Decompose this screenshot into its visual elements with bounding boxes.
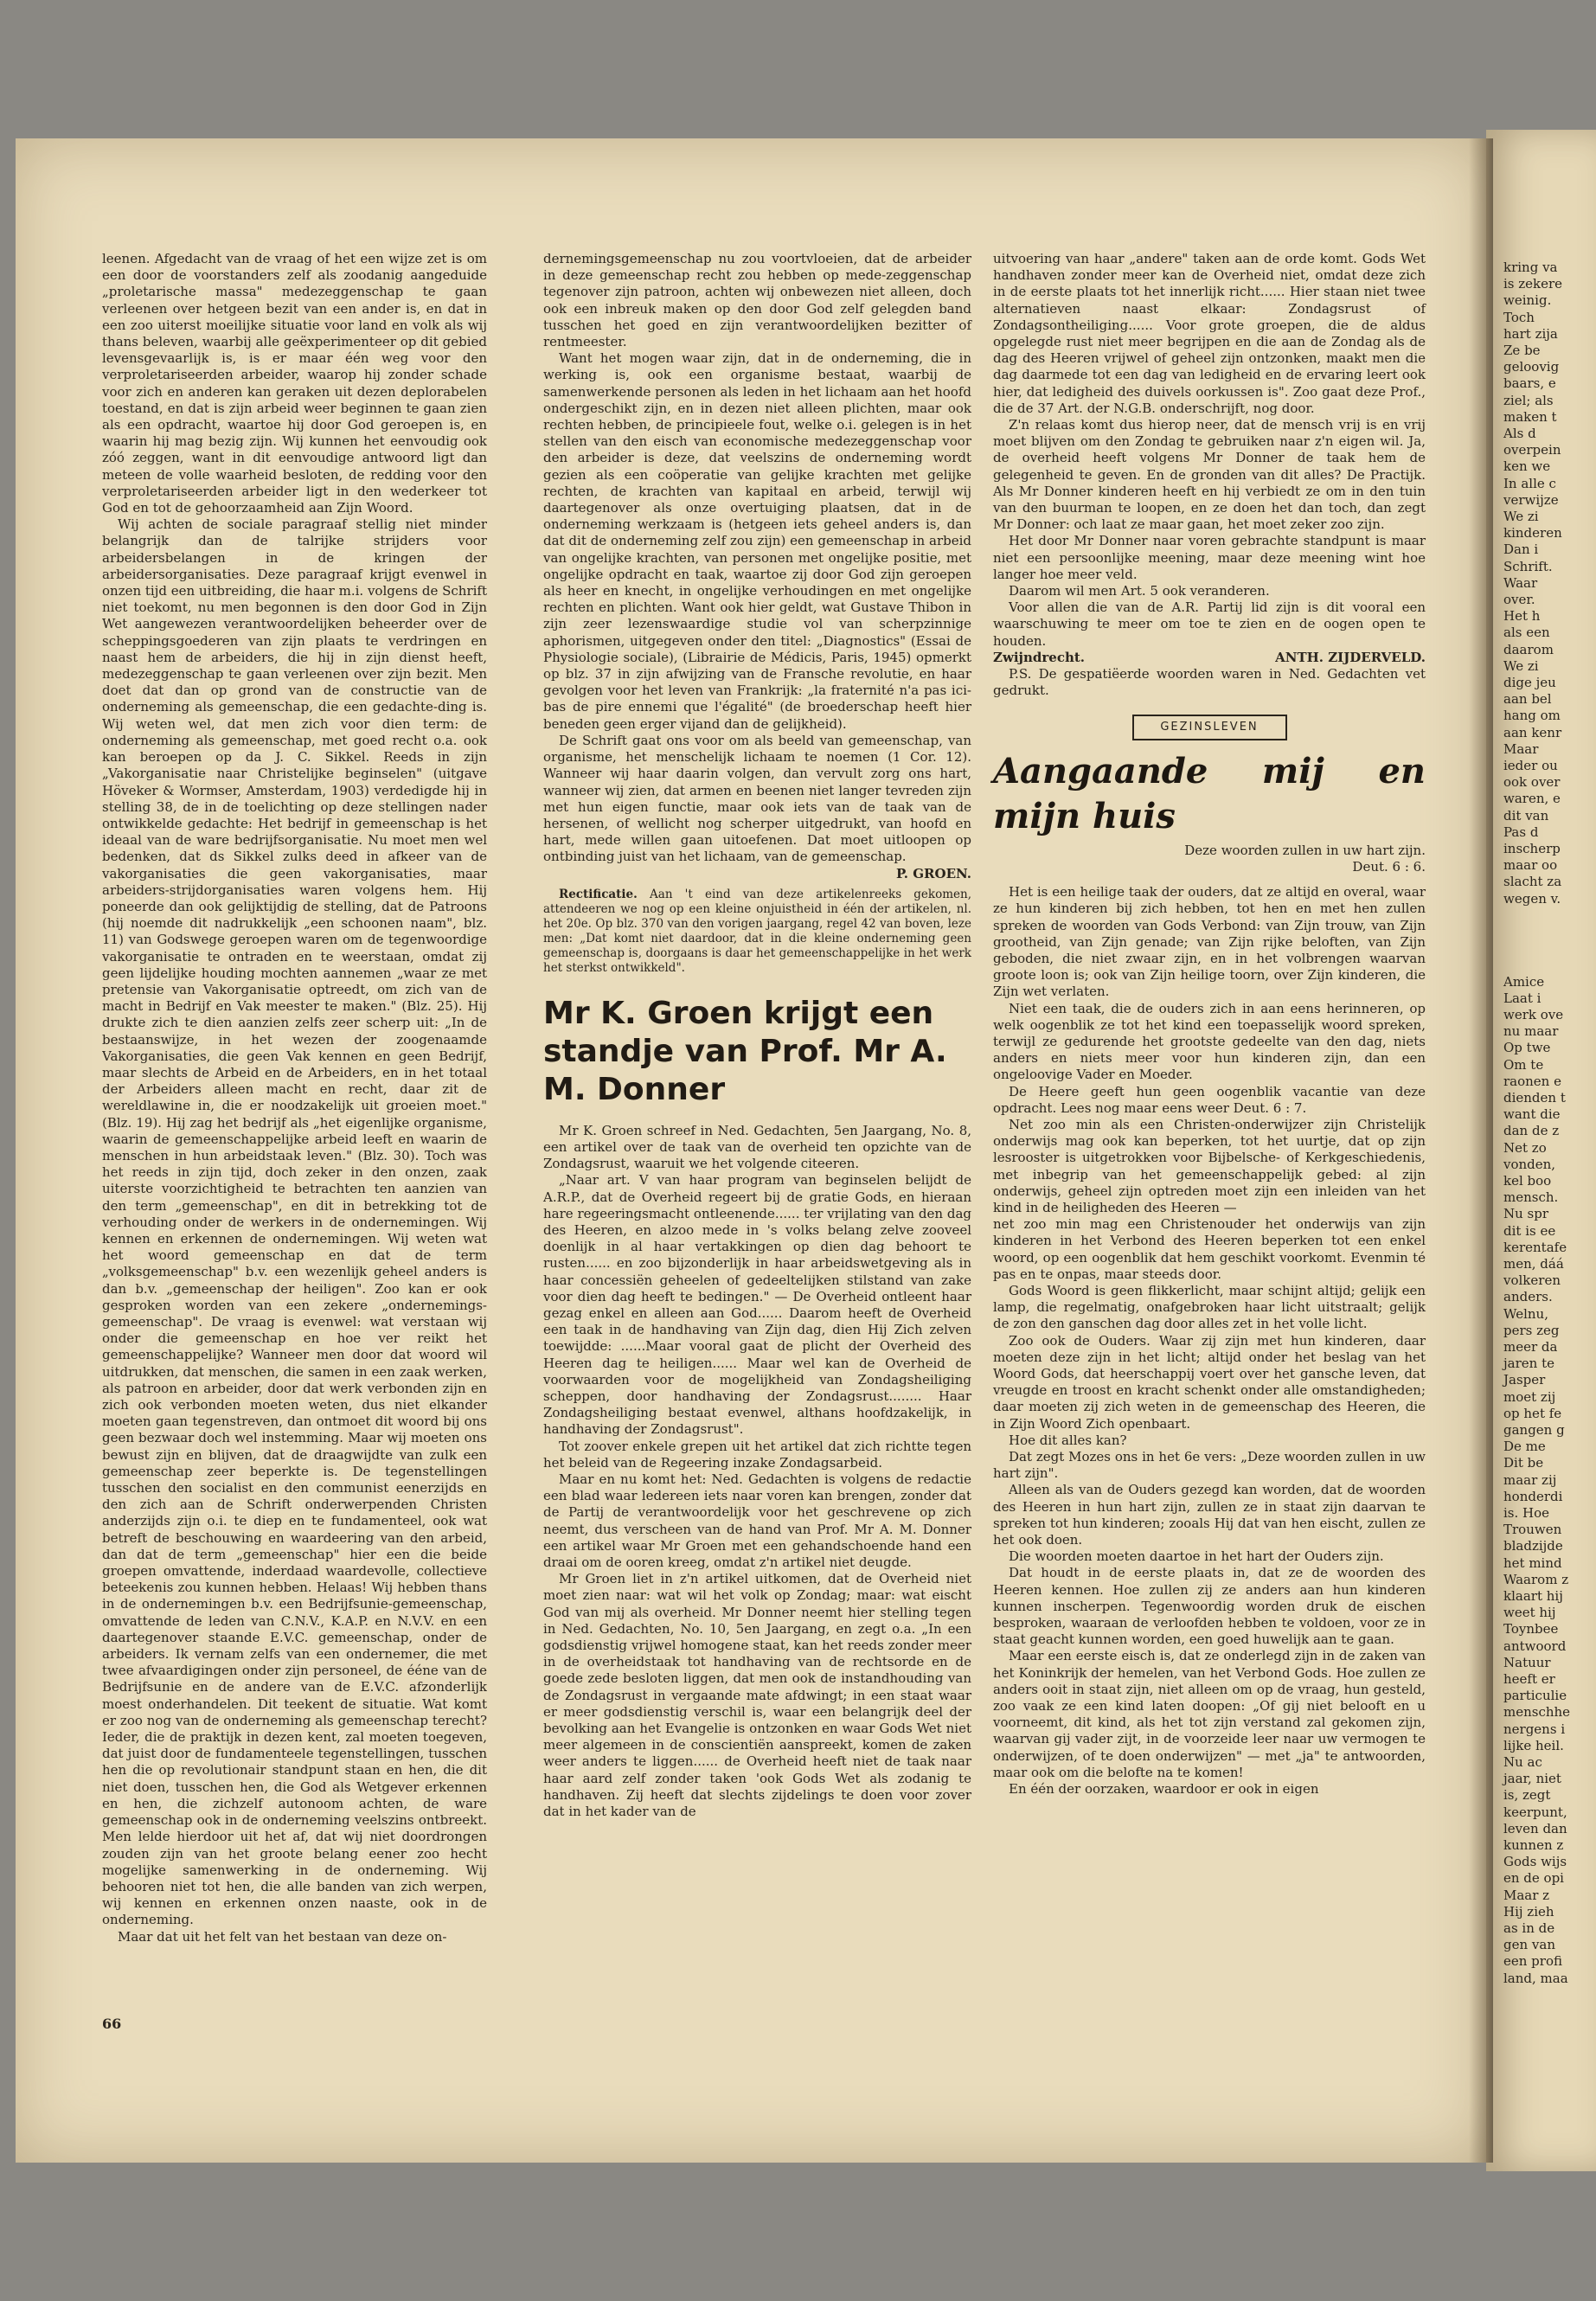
- edge-text-line: is, zegt: [1503, 1787, 1551, 1804]
- edge-text-line: dige jeu: [1503, 675, 1556, 690]
- section-label: GEZINSLEVEN: [1132, 715, 1287, 740]
- edge-text-line: leven dan: [1503, 1820, 1567, 1836]
- col3-paragraph: Daarom wil men Art. 5 ook veranderen.: [1009, 583, 1270, 599]
- edge-text-line: meer da: [1503, 1339, 1558, 1355]
- edge-text-line: kring va: [1503, 260, 1558, 275]
- column-3: [993, 251, 1426, 1798]
- edge-text-line: is zekere: [1503, 276, 1563, 292]
- col3-paragraph: Het door Mr Donner naar voren gebrachte standpunt is maar niet een persoonlijke meening, maar deze meening wint hoe langer hoe meer veld.: [993, 533, 1426, 582]
- edge-text-line: antwoord: [1503, 1638, 1567, 1654]
- edge-text-line: anders.: [1503, 1289, 1553, 1305]
- edge-text-line: In alle c: [1503, 475, 1556, 491]
- edge-text-line: als een: [1503, 625, 1550, 641]
- edge-text-line: slacht za: [1503, 874, 1562, 890]
- edge-text-line: werk ove: [1503, 1007, 1564, 1022]
- edge-text-line: particulie: [1503, 1688, 1567, 1704]
- edge-text-line: hart zija: [1503, 325, 1558, 342]
- edge-text-line: ziel; als: [1503, 392, 1554, 408]
- article-paragraph: „Naar art. V van haar program van beginselen belijdt de A.R.P., dat de Overheid regeert bij de gratie Gods, en hieraan hare regeeringsmacht ontleenende...... ter vrijlating van den dag des Heeren, en alzoo mede in 's volks belang zelve zooveel doenlijk in al haar vertakkingen op dien dag behoort te rusten...... en zoo bijzonderlijk in haar arbeidswetgeving als in haar concessiën geheelen of gedeeltelijken stilstand van zake voor dien dag heeft te bedingen." — De Overheid ontleent haar gezag enkel en alleen aan God...... Daarom heeft de Overheid een taak in de handhaving van Zijn dag, dien Hij Zich zelven toewijdde: ......Maar vooral gaat de plicht der Overheid des Heeren dag te heiligen...... Maar wel kan de Overheid de voorwaarden voor de mogelijkheid van Zondagsheiliging scheppen, door handhaving der Zondagsrust........ Haar Zondagsheiliging bestaat evenwel, althans hoofdzakelijk, in handhaving der Zondagsrust".: [543, 1172, 971, 1438]
- edge-text-line: jaar, niet: [1503, 1771, 1561, 1787]
- article-paragraph: Zoo ook de Ouders. Waar zij zijn met hun kinderen, daar moeten deze zijn in het licht; altijd onder het beslag van het Woord Gods, dat heerschappij voert over het gansche leven, dat vreugde en troost en kracht schenkt onder alle omstandigheden; daar moeten zij zich weten in de gemeenschap des Heeren, die in Zijn Woord Zich openbaart.: [993, 1332, 1426, 1432]
- col3-paragraph: uitvoering van haar „andere" taken aan de orde komt. Gods Wet handhaven zonder meer kan de Overheid niet, omdat deze zich in de eerste plaats tot het innerlijk richt...... Hier staan niet twee alternatieven naast elkaar: Zondagsrust of Zondagsontheiliging...... Voor grote groepen, die de aldus opgelegde rust niet meer begrijpen en die aan de Zondag als de dag des Heeren vrijwel of geheel zijn ontzonken, maakt men die dag daarmede tot een dag van ledigheid en de ervaring leert ook hier, dat ledigheid des duivels oorkussen is". Zoo gaat deze Prof., die de 37 Art. der N.G.B. onderschrijft, nog door.: [993, 251, 1426, 416]
- edge-text-line: gangen g: [1503, 1422, 1565, 1438]
- edge-text-line: verwijze: [1503, 491, 1559, 508]
- edge-text-line: dit is ee: [1503, 1222, 1556, 1239]
- bible-reference: Deut. 6 : 6.: [1352, 858, 1426, 875]
- edge-text-line: dienden t: [1503, 1090, 1566, 1106]
- col1-paragraph: Maar dat uit het felt van het bestaan van deze on-: [118, 1928, 447, 1945]
- edge-text-line: Gods wijs: [1503, 1854, 1567, 1870]
- edge-text-line: Waarom z: [1503, 1571, 1569, 1587]
- edge-text-line: menschhe: [1503, 1704, 1571, 1721]
- edge-text-line: wegen v.: [1503, 890, 1561, 907]
- edge-text-line: over.: [1503, 592, 1535, 607]
- article-paragraph: En één der oorzaken, waardoor er ook in eigen: [1009, 1781, 1319, 1798]
- edge-text-line: weinig.: [1503, 292, 1552, 309]
- author-signature: P. GROEN.: [896, 865, 971, 881]
- edge-text-line: waren, e: [1503, 791, 1561, 807]
- edge-text-line: men, dáá: [1503, 1256, 1564, 1272]
- article-paragraph: Niet een taak, die de ouders zich in aan eens herinneren, op welk oogenblik ze tot het kind een toepasselijk woord spreken, terwijl ze gedurende het grootste gedeelte van den dag, niets anders en niets meer voor hun kinderen zijn, dan een ongeloovige Vader en Moeder.: [993, 1000, 1426, 1083]
- article-paragraph: Maar en nu komt het: Ned. Gedachten is volgens de redactie een blad waar ledereen iets naar voren kan brengen, zonder dat de Partij de verantwoordelijk voor het geschrevene op zich neemt, dus verscheen van de hand van Prof. Mr A. M. Donner een artikel waar Mr Groen met een gehandschoende hand een draai om de ooren kreeg, omdat z'n artikel niet deugde.: [543, 1471, 971, 1570]
- article-paragraph: De Heere geeft hun geen oogenblik vacantie van deze opdracht. Lees nog maar eens weer Deut. 6 : 7.: [993, 1083, 1426, 1116]
- edge-text-line: dit van: [1503, 807, 1549, 824]
- edge-text-line: nu maar: [1503, 1023, 1559, 1040]
- edge-text-line: want die: [1503, 1106, 1561, 1123]
- article-paragraph: Die woorden moeten daartoe in het hart der Ouders zijn.: [1009, 1548, 1384, 1565]
- edge-text-line: raonen e: [1503, 1073, 1561, 1089]
- col1-paragraph: leenen. Afgedacht van de vraag of het een wijze zet is om een door de voorstanders zelf als zoodanig aangeduide „proletarische massa" medezeggenschap te gaan verleenen over hetgeen bezit van een ander is, en dat in een zoo uiterst moeilijke situatie voor land en volk als wij thans beleven, waarbij alle geëxperimenteer op dit gebied levensgevaarlijk is, is er maar één weg voor den verproletariseerden arbeider, waarop hij zonder schade voor zich en anderen kan geraken uit dezen deplorabelen toestand, en dat is zijn arbeid weer beginnen te gaan zien als een opdracht, waartoe hij door God geroepen is, en waarin hij mag bezig zijn. Wij kunnen het eenvoudig ook zóó zeggen, want in dit eenvoudige antwoord ligt dan meteen de volle waarheid besloten, de redding voor den verproletariseerden arbeider ligt in den wederkeer tot God en tot de gehoorzaamheid aan Zijn Woord.: [102, 251, 487, 516]
- page-fold-shadow: [1469, 138, 1493, 2163]
- article-paragraph: Gods Woord is geen flikkerlicht, maar schijnt altijd; gelijk een lamp, die regelmatig, onafgebroken haar licht uitstraalt; gelijk de zon den ganschen dag door alles zet in het volle licht.: [993, 1282, 1426, 1332]
- signature-line: [993, 650, 1426, 666]
- column-1: [102, 251, 487, 2011]
- edge-text-line: Schrift.: [1503, 558, 1553, 574]
- edge-text-line: as in de: [1503, 1920, 1555, 1936]
- edge-text-line: Maar z: [1503, 1887, 1550, 1903]
- edge-text-line: Trouwen: [1503, 1522, 1562, 1538]
- edge-text-line: ken we: [1503, 458, 1551, 475]
- edge-text-line: maar oo: [1503, 857, 1558, 874]
- article-paragraph: Alleen als van de Ouders gezegd kan worden, dat de woorden des Heeren in hun hart zijn, zullen ze in staat zijn daarvan te spreken tot hun kinderen; zooals Hij dat van hen eischt, zullen ze het ook doen.: [993, 1482, 1426, 1548]
- edge-text-line: Waar: [1503, 574, 1538, 591]
- rectification-note: [543, 888, 971, 976]
- edge-text-line: en de opi: [1503, 1870, 1564, 1887]
- column-2: [543, 251, 971, 1820]
- edge-text-line: jaren te: [1503, 1356, 1554, 1372]
- edge-text-line: lijke heil.: [1503, 1737, 1564, 1753]
- edge-text-line: honderdi: [1503, 1488, 1563, 1504]
- col3-paragraph: Z'n relaas komt dus hierop neer, dat de mensch vrij is en vrij moet blijven om den Zondag te gebruiken naar z'n eigen wil. Ja, de overheid heeft volgens Mr Donner de taak hem de gelegenheid te geven. En de gronden van dit alles? De Practijk. Als Mr Donner kinderen heeft en hij verbiedt ze om in den tuin van den buurman te loopen, en ze doen het dan toch, dan zegt Mr Donner: och laat ze maar gaan, het moet zeker zoo zijn.: [993, 417, 1426, 533]
- edge-text-line: maken t: [1503, 408, 1557, 425]
- article-paragraph: Dat zegt Mozes ons in het 6e vers: „Deze woorden zullen in uw hart zijn".: [993, 1449, 1426, 1482]
- edge-text-line: volkeren: [1503, 1272, 1561, 1289]
- edge-text-line: Nu ac: [1503, 1754, 1542, 1770]
- edge-text-line: baars, e: [1503, 375, 1556, 392]
- edge-text-line: Het h: [1503, 608, 1541, 625]
- rectification-text: Aan 't eind van deze artikelenreeks gekomen, attendeeren we nog op een kleine onjuistheid in één der artikelen, nl. het 20e. Op blz. 370 van den vorigen jaargang, regel 42 van boven, leze men: „Dat komt niet daardoor, dat in die kleine onderneming geen gemeenschap is, doorgaans is daar het gemeenschappelijke in het werk het sterkst ontwikkeld".: [543, 887, 972, 975]
- edge-text-line: hang om: [1503, 708, 1561, 724]
- article-paragraph: Dat houdt in de eerste plaats in, dat ze de woorden des Heeren kennen. Hoe zullen zij ze anders aan hun kinderen kunnen inscherpen. Tegenwoordig worden druk de eischen besproken, waaraan de verloofden hebben te voldoen, voor ze in staat geacht kunnen worden, een goed huwelijk aan te gaan.: [993, 1565, 1426, 1648]
- edge-text-line: Natuur: [1503, 1654, 1551, 1670]
- edge-text-line: mensch.: [1503, 1189, 1559, 1206]
- edge-text-line: pers zeg: [1503, 1322, 1560, 1338]
- edge-text-line: kel boo: [1503, 1173, 1552, 1189]
- article-paragraph: Mr K. Groen schreef in Ned. Gedachten, 5en Jaargang, No. 8, een artikel over de taak van de overheid ten opzichte van de Zondagsrust, waaruit we het volgende citeeren.: [543, 1122, 971, 1172]
- edge-text-line: keerpunt,: [1503, 1804, 1567, 1820]
- edge-text-line: Op twe: [1503, 1040, 1551, 1056]
- edge-text-line: Maar: [1503, 740, 1539, 757]
- edge-text-line: geloovig: [1503, 359, 1560, 375]
- signature-place: Zwijndrecht.: [993, 649, 1086, 665]
- edge-text-line: is. Hoe: [1503, 1505, 1550, 1521]
- edge-text-line: ieder ou: [1503, 758, 1558, 773]
- edge-text-line: Amice: [1503, 973, 1545, 990]
- edge-text-line: Jasper: [1503, 1372, 1546, 1388]
- article-paragraph: Het is een heilige taak der ouders, dat ze altijd en overal, waar ze hun kinderen bij zich hebben, tot hen en met hen zullen spreken de woorden van Gods Verbond: van Zijn trouw, van Zijn grootheid, van Zijn genade; van Zijn rijke beloften, van Zijn geboden, die niet zwaar zijn, en in het volbrengen waarvan groote loon is; ook van Zijn heilige toorn, over Zijn kinderen, die Zijn wet verlaten.: [993, 884, 1426, 1000]
- edge-text-line: kunnen z: [1503, 1837, 1564, 1853]
- edge-text-line: Hij zieh: [1503, 1903, 1554, 1920]
- edge-text-line: het mind: [1503, 1554, 1562, 1571]
- bible-motto: Deze woorden zullen in uw hart zijn.: [1184, 842, 1426, 858]
- edge-text-line: vonden,: [1503, 1156, 1556, 1172]
- signature-name: ANTH. ZIJDERVELD.: [1275, 649, 1426, 665]
- article-paragraph: Maar een eerste eisch is, dat ze onderlegd zijn in de zaken van het Koninkrijk der hemelen, van het Verbond Gods. Hoe zullen ze anders ooit in staat zijn, niet alleen om op de vraag, hun gesteld, zoo vaak ze een kind laten doopen: „Of gij niet belooft en u voorneemt, dit kind, als het tot zijn verstand zal gekomen zijn, waarvan gij vader zijt, in de voorzeide leer naar uw vermogen te onderwijzen, of te doen onderwijzen" — met „ja" te antwoorden, maar ook om die belofte na te komen!: [993, 1648, 1426, 1780]
- article-paragraph: Hoe dit alles kan?: [1009, 1432, 1127, 1448]
- edge-text-line: Ze be: [1503, 343, 1541, 358]
- edge-text-line: nergens i: [1503, 1721, 1566, 1737]
- edge-text-line: overpein: [1503, 442, 1561, 458]
- edge-text-line: bladzijde: [1503, 1538, 1563, 1554]
- edge-text-line: op het fe: [1503, 1405, 1562, 1421]
- col2-paragraph: dernemingsgemeenschap nu zou voortvloeien, dat de arbeider in deze gemeenschap recht zou hebben op mede-zeggenschap tegenover zijn patroon, achten wij onbewezen niet alleen, doch ook een inbreuk maken op den door God zelf gelegden band tusschen het goed en zijn verantwoordelijken bezitter of rentmeester.: [543, 251, 971, 350]
- edge-text-line: kinderen: [1503, 525, 1562, 542]
- postscript: P.S. De gespatiëerde woorden waren in Ned. Gedachten vet gedrukt.: [993, 666, 1426, 699]
- edge-text-line: Laat i: [1503, 990, 1542, 1006]
- rectification-title: Rectificatie.: [559, 887, 638, 901]
- edge-text-line: heeft er: [1503, 1671, 1555, 1687]
- edge-text-line: gen van: [1503, 1937, 1555, 1953]
- edge-text-line: weet hij: [1503, 1605, 1556, 1621]
- edge-text-line: maar zij: [1503, 1471, 1557, 1488]
- article-paragraph: Mr Groen liet in z'n artikel uitkomen, dat de Overheid niet moet zien naar: wat wil het volk op Zondag; maar: wat eischt God van mij als overheid. Mr Donner neemt hier stelling tegen in Ned. Gedachten, No. 10, 5en Jaargang, en zegt o.a. „In een godsdienstig vrijwel homogene staat, kan het reeds zonder meer in de overheidstaak tot handhaving van de rechtsorde en de goede zede besloten liggen, dat men ook de instandhouding van de Zondagsrust in vergaande mate afdwingt; in een staat waar er meer godsdienstig verschil is, waar een belangrijk deel der bevolking aan het Evangelie is ontzonken en waar Gods Wet niet meer algemeen in de conscientiën aanspreekt, komen de zaken weer anders te liggen...... de Overheid heeft niet de taak naar haar aard zelf zonder taken 'ook Gods Wet als zodanig te handhaven. Zij heeft dat slechts zijdelings te doen voor zover dat in het kader van de: [543, 1571, 971, 1820]
- edge-text-line: aan bel: [1503, 691, 1552, 708]
- edge-text-line: Als d: [1503, 426, 1536, 441]
- article-headline: Mr K. Groen krijgt een standje van Prof. Mr A. M. Donner: [543, 995, 947, 1107]
- article-paragraph: Net zoo min als een Christen-onderwijzer zijn Christelijk onderwijs mag ook kan beperken, tot het uurtje, dat op zijn lesrooster is uitgetrokken voor Bijbelsche- of Kerkgeschiedenis, met inbegrip van het gemeenschappelijk gebed: al zijn onderwijs, geheel zijn optreden moet zijn een inleiden van het kind in de heiligheden des Heeren —: [993, 1116, 1426, 1215]
- edge-text-line: dan de z: [1503, 1123, 1560, 1139]
- edge-text-line: Toch: [1503, 309, 1535, 325]
- article-paragraph: Tot zoover enkele grepen uit het artikel dat zich richtte tegen het beleid van de Regeering inzake Zondagsarbeid.: [543, 1438, 971, 1471]
- edge-text-line: moet zij: [1503, 1388, 1556, 1405]
- edge-text-line: daarom: [1503, 641, 1554, 657]
- article-paragraph: net zoo min mag een Christenouder het onderwijs van zijn kinderen in het Verbond des Heeren beperken tot een enkel woord, op een oogenblik dat hem geschikt voorkomt. Evenmin té pas en te onpas, maar steeds door.: [993, 1216, 1426, 1282]
- edge-text-line: land, maa: [1503, 1970, 1568, 1986]
- col1-paragraph: Wij achten de sociale paragraaf stellig niet minder belangrijk dan de talrijke strijders voor arbeidersbelangen in de kringen der arbeidersorganisaties. Deze paragraaf krijgt evenwel in onzen tijd een uitbreiding, die haar m.i. volgens de Schrift niet toekomt, nu men begonnen is den door God in Zijn Wet aangewezen verantwoordelijken beheerder over de scheppingsgoederen van zijn plaats te verdringen en naast hem de arbeiders, die hij in zijn dienst heeft, medezeggenschap te gaan verleenen over zijn bezit. Men doet dat dan op grond van de constructie van de onderneming als gemeenschap, die een gedachte-ding is. Wij weten wel, dat men zich voor dien term: de onderneming als gemeenschap, met goed recht o.a. ook kan beroepen op da J. C. Sikkel. Reeds in zijn „Vakorganisatie naar Christelijke beginselen" (uitgave Höveker & Wormser, Amsterdam, 1903) verdedigde hij in stelling 38, de in de toelichting op deze stellingen nader ontwikkelde gedachte: Het bedrijf in gemeenschap is het ideaal van de ware bedrijfsorganisatie. Nu moet men wel bedenken, dat ds Sikkel zulks deed in afkeer van de vakorganisaties die geen vakorganisaties, maar arbeiders-strijdorganisaties waren volgens hem. Hij poneerde dan ook gelijktijdig de stelling, dat de Patroons (hij noemde dit nadrukkelijk „een schoonen naam", blz. 11) van Godswege geroepen waren om de tegenwoordige vakorganisatie te ontraden en te weerstaan, omdat zij geen lijdelijke houding mochten aannemen „waar ze met pretensie van Vakorganisatie optreedt, om zich van de macht in Bedrijf en Vak meester te maken." (Blz. 25). Hij drukte zich te dien aanzien zelfs zeer scherp uit: „In de bestaanswijze, in het wezen der zoogenaamde Vakorganisaties, die geen Vak kennen en geen Bedrijf, maar slechts de Arbeid en de Arbeiders, en in het totaal der Arbeiders alleen macht en recht, daar zit de wereldlawine in, die er noodzakelijk uit groeien moet." (Blz. 19). Hij zag het bedrijf als „het eigenlijke organisme, waarin de gemeenschappelijke arbeid leeft en waarin de menschen in hun arbeidstaak leven." (Blz. 30). Toch was het reeds in zijn tijd, doch zeker in den onzen, zaak uiterste voorzichtigheid te betrachten ten aanzien van den term „gemeenschap", en dit in betrekking tot de verhouding onder de werkers in de ondernemingen. Wij kennen en erkennen de ondernemingen. Wij weten wat het woord gemeenschap en dat de term „volksgemeenschap" b.v. een wezenlijk geheel anders is dan b.v. „gemeenschap der heiligen". Zoo kan er ook gesproken worden van een zekere „ondernemings-gemeenschap". De vraag is evenwel: wat verstaan wij onder die gemeenschap en hoe ver reikt het gemeenschappelijke? Wanneer men door dat woord wil uitdrukken, dat menschen, die samen in een zaak werken, als patroon en arbeider, door dat werk verbonden zijn en zich ook verbonden moeten weten, dus niet elkander moeten gaan tegenstreven, dan ontmoet dit woord bij ons geen bezwaar doch wel instemming. Maar wij moeten ons bewust zijn en blijven, dat de draagwijdte van zulk een gemeenschap zeer beperkte is. De tegenstellingen tusschen den socialist en den communist eenerzijds en den zich aan de Schrift onderwerpenden Christen anderzijds zijn o.i. te diep en te fundamenteel, ook wat betreft de beschouwing en waardeering van den arbeid, dan dat de term „gemeenschap" hier een die beide groepen omvattende, inderdaad waardevolle, collectieve beteekenis zou kunnen hebben. Helaas! Wij hebben thans in de ondernemingen b.v. een Bedrijfsunie-gemeenschap, omvattende de leden van C.N.V., K.A.P. en N.V.V. en een daartegenover staande E.V.C. gemeenschap, onder de arbeiders. Ik vernam zelfs van een ondernemer, die met twee afvaardigingen onder zijn personeel, de ééne van de Bedrijfsunie en de andere van de E.V.C. afzonderlijk moest onderhandelen. Dit teekent de situatie. Wat komt er zoo nog van de onderneming als gemeenschap terecht? Ieder, die de praktijk in dezen kent, zal moeten toegeven, dat juist door de fundamenteele tegenstellingen, tusschen hen die op revolutionair standpunt staan en hen, die dit niet doen, tusschen hen, die God als Wetgever erkennen en hen, die zichzelf autonoom achten, de ware gemeenschap ook in de onderneming veelszins ontbreekt. Men lelde hierdoor uit het af, dat wij niet doordrongen zouden zijn van het groote belang eener zoo hecht mogelijke samenwerking in de onderneming. Wij behooren niet tot hen, die alle banden van zich werpen, wij kennen en erkennen onzen naaste, ook in de onderneming.: [102, 516, 487, 1928]
- edge-text-line: Toynbee: [1503, 1621, 1559, 1638]
- col2-paragraph: Want het mogen waar zijn, dat in de onderneming, die in werking is, ook een organisme bestaat, waarbij de samenwerkende personen als leden in het lichaam aan het hoofd ondergeschikt zijn, en in dezen niet alleen plichten, maar ook rechten hebben, de principieele fout, welke o.i. gelegen is in het stellen van den eisch van economische medezeggenschap voor den arbeider is deze, dat veelszins de onderneming wordt gezien als een coöperatie van gelijke krachten met gelijke rechten, de krachten van kapitaal en arbeid, terwijl wij daartegenover als onze overtuiging plaatsen, dat in de onderneming werkzaam is (hetgeen iets geheel anders is, dan dat dit de onderneming zelf zou zijn) een gemeenschap in arbeid van ongelijke krachten, van personen met ongelijke positie, met ongelijke opdracht en taak, waartoe zij door God zijn geroepen als heer en knecht, in ongelijke verhoudingen en met ongelijke rechten en plichten. Want ook hier geldt, wat Gustave Thibon in zijn zeer lezenswaardige studie vol van scherpzinnige aphorismen, uitgegeven onder den titel: „Diagnostics" (Essai de Physiologie sociale), (Librairie de Médicis, Paris, 1945) opmerkt op blz. 37 in zijn afwijzing van de Fransche revolutie, en haar gevolgen voor het leven van Frankrijk: „la fraternité n'a pas ici-bas de pire ennemi que l'égalité" (de broederschap heeft hier beneden geen erger vijand dan de gelijkheid).: [543, 350, 971, 732]
- edge-text-line: aan kenr: [1503, 724, 1562, 740]
- edge-text-line: inscherp: [1503, 841, 1561, 856]
- edge-text-line: De me: [1503, 1439, 1546, 1455]
- edge-text-line: ook over: [1503, 774, 1561, 791]
- edge-text-line: kerentafe: [1503, 1239, 1567, 1255]
- edge-text-line: Dit be: [1503, 1455, 1544, 1471]
- page-number: 66: [102, 2016, 122, 2032]
- edge-text-line: een profi: [1503, 1953, 1562, 1970]
- col2-paragraph: De Schrift gaat ons voor om als beeld van gemeenschap, van organisme, het menschelijk lichaam te noemen (1 Cor. 12). Wanneer wij haar daarin volgen, dan vervult zorg ons hart, wanneer wij zien, dat armen en beenen niet langer tevreden zijn met hun eigen functie, maar ook iets van de taak van de hersenen, of wellicht nog scherper uitgedrukt, van hoofd en hart, mede willen gaan uitoefenen. Dat moet uitloopen op ontbinding juist van het lichaam, van de gemeenschap.: [543, 732, 971, 865]
- edge-text-line: Welnu,: [1503, 1305, 1548, 1322]
- edge-text-line: klaart hij: [1503, 1588, 1563, 1604]
- edge-text-line: Nu spr: [1503, 1206, 1549, 1222]
- edge-text-line: Om te: [1503, 1056, 1544, 1073]
- section-title: Aangaande mij en mijn huis: [993, 750, 1426, 836]
- edge-text-line: We zi: [1503, 657, 1539, 674]
- edge-text-line: Pas d: [1503, 824, 1539, 840]
- edge-text-line: We zi: [1503, 509, 1539, 524]
- col3-paragraph: Voor allen die van de A.R. Partij lid zijn is dit vooral een waarschuwing te meer om toe te zien en de oogen open te houden.: [993, 599, 1426, 649]
- edge-text-line: Net zo: [1503, 1139, 1547, 1156]
- edge-text-line: Dan i: [1503, 542, 1539, 558]
